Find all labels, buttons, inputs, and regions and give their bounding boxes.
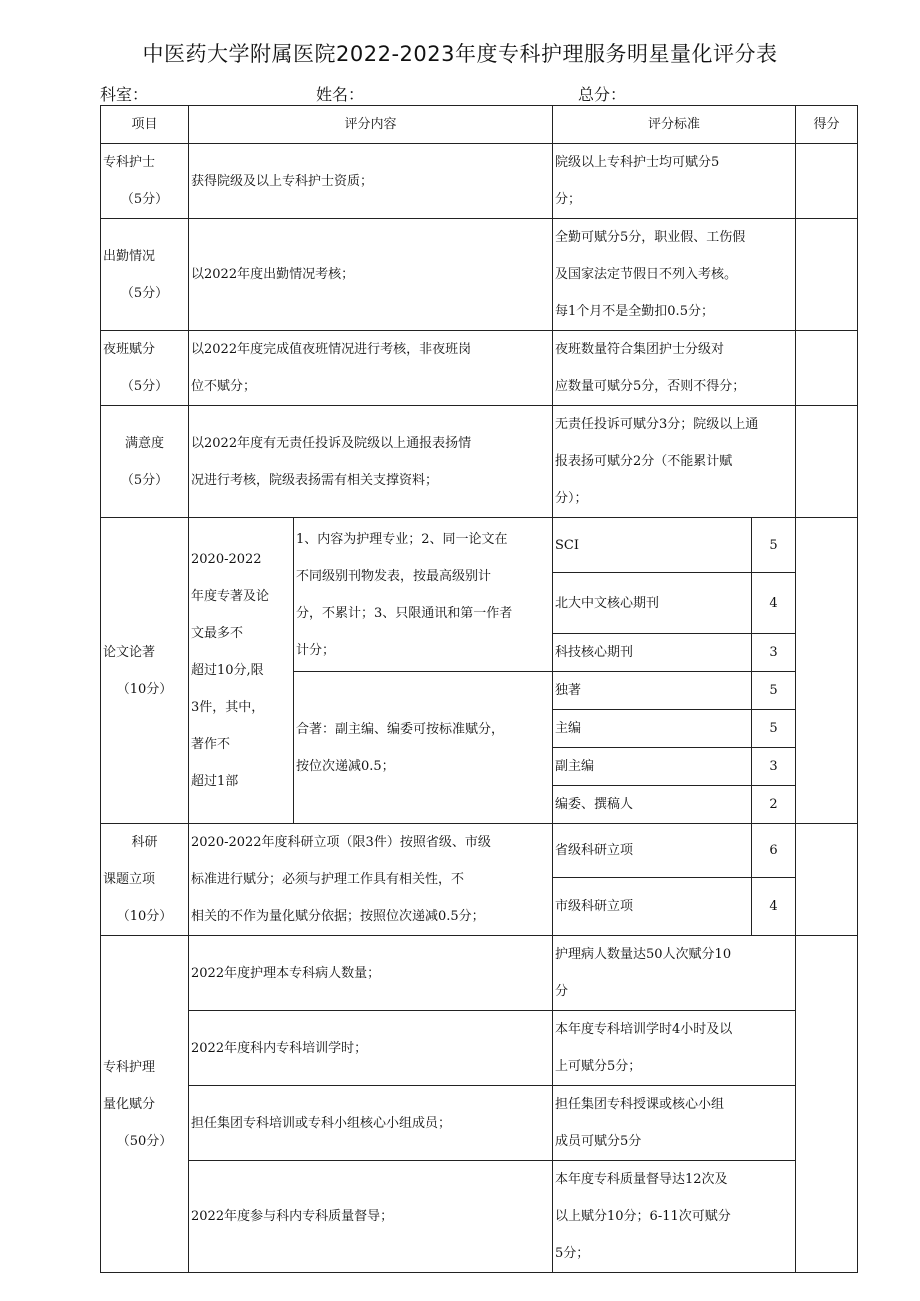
level-points: 3 bbox=[752, 748, 796, 786]
item-specialist: 专科护士 （5分） bbox=[101, 144, 189, 219]
score-cell[interactable] bbox=[796, 824, 858, 936]
item-specialty-nursing: 专科护理 量化赋分 （50分） bbox=[101, 936, 189, 1273]
level-name: 省级科研立项 bbox=[553, 824, 752, 878]
level-points: 5 bbox=[752, 518, 796, 573]
content-satisfaction: 以2022年度有无责任投诉及院级以上通报表扬情 况进行考核，院级表扬需有相关支撑资料； bbox=[189, 406, 553, 518]
standard-attendance: 全勤可赋分5分，职业假、工伤假 及国家法定节假日不列入考核。 每1个月不是全勤扣0.5分； bbox=[553, 219, 796, 331]
score-cell[interactable] bbox=[796, 144, 858, 219]
item-attendance: 出勤情况 （5分） bbox=[101, 219, 189, 331]
content-core-member: 担任集团专科培训或专科小组核心小组成员； bbox=[189, 1086, 553, 1161]
level-name: 北大中文核心期刊 bbox=[553, 573, 752, 634]
header-item: 项目 bbox=[101, 106, 189, 144]
item-papers: 论文论著 （10分） bbox=[101, 518, 189, 824]
content-training: 2022年度科内专科培训学时； bbox=[189, 1011, 553, 1086]
level-name: 市级科研立项 bbox=[553, 878, 752, 936]
content-attendance: 以2022年度出勤情况考核； bbox=[189, 219, 553, 331]
level-points: 5 bbox=[752, 672, 796, 710]
score-cell[interactable] bbox=[796, 936, 858, 1273]
level-name: 副主编 bbox=[553, 748, 752, 786]
score-cell[interactable] bbox=[796, 518, 858, 824]
book-rule: 合著：副主编、编委可按标准赋分， 按位次递减0.5； bbox=[294, 672, 553, 824]
score-cell[interactable] bbox=[796, 331, 858, 406]
name-label: 姓名： bbox=[316, 85, 365, 104]
level-points: 4 bbox=[752, 573, 796, 634]
level-name: 科技核心期刊 bbox=[553, 634, 752, 672]
level-points: 6 bbox=[752, 824, 796, 878]
header-content: 评分内容 bbox=[189, 106, 553, 144]
papers-limit: 2020-2022 年度专著及论 文最多不 超过10分,限 3件，其中， 著作不 超过1部 bbox=[189, 518, 294, 824]
total-label: 总分： bbox=[578, 85, 627, 104]
level-points: 3 bbox=[752, 634, 796, 672]
score-cell[interactable] bbox=[796, 406, 858, 518]
level-points: 2 bbox=[752, 786, 796, 824]
score-cell[interactable] bbox=[796, 219, 858, 331]
content-night-shift: 以2022年度完成值夜班情况进行考核，非夜班岗 位不赋分； bbox=[189, 331, 553, 406]
header-score: 得分 bbox=[796, 106, 858, 144]
dept-label: 科室： bbox=[100, 85, 149, 104]
standard-satisfaction: 无责任投诉可赋分3分；院级以上通 报表扬可赋分2分（不能累计赋 分）； bbox=[553, 406, 796, 518]
item-night-shift: 夜班赋分 （5分） bbox=[101, 331, 189, 406]
standard-quality-supervision: 本年度专科质量督导达12次及 以上赋分10分；6-11次可赋分 5分； bbox=[553, 1161, 796, 1273]
level-name: SCI bbox=[553, 518, 752, 573]
content-quality-supervision: 2022年度参与科内专科质量督导； bbox=[189, 1161, 553, 1273]
content-patients: 2022年度护理本专科病人数量； bbox=[189, 936, 553, 1011]
content-specialist: 获得院级及以上专科护士资质； bbox=[189, 144, 553, 219]
paper-rule: 1、内容为护理专业；2、同一论文在 不同级别刊物发表，按最高级别计 分，不累计；3、只限通讯和第一作者 计分； bbox=[294, 518, 553, 672]
page-title: 中医药大学附属医院2022-2023年度专科护理服务明星量化评分表 bbox=[142, 42, 778, 66]
standard-night-shift: 夜班数量符合集团护士分级对 应数量可赋分5分，否则不得分； bbox=[553, 331, 796, 406]
level-points: 4 bbox=[752, 878, 796, 936]
header-standard: 评分标准 bbox=[553, 106, 796, 144]
standard-training: 本年度专科培训学时4小时及以 上可赋分5分； bbox=[553, 1011, 796, 1086]
level-name: 主编 bbox=[553, 710, 752, 748]
standard-patients: 护理病人数量达50人次赋分10 分 bbox=[553, 936, 796, 1011]
level-points: 5 bbox=[752, 710, 796, 748]
level-name: 编委、撰稿人 bbox=[553, 786, 752, 824]
level-name: 独著 bbox=[553, 672, 752, 710]
score-table bbox=[100, 105, 858, 1273]
standard-specialist: 院级以上专科护士均可赋分5 分； bbox=[553, 144, 796, 219]
content-research: 2020-2022年度科研立项（限3件）按照省级、市级 标准进行赋分；必须与护理工作具有相关性，不 相关的不作为量化赋分依据；按照位次递减0.5分； bbox=[189, 824, 553, 936]
item-research: 科研 课题立项 （10分） bbox=[101, 824, 189, 936]
item-satisfaction: 满意度 （5分） bbox=[101, 406, 189, 518]
standard-core-member: 担任集团专科授课或核心小组 成员可赋分5分 bbox=[553, 1086, 796, 1161]
